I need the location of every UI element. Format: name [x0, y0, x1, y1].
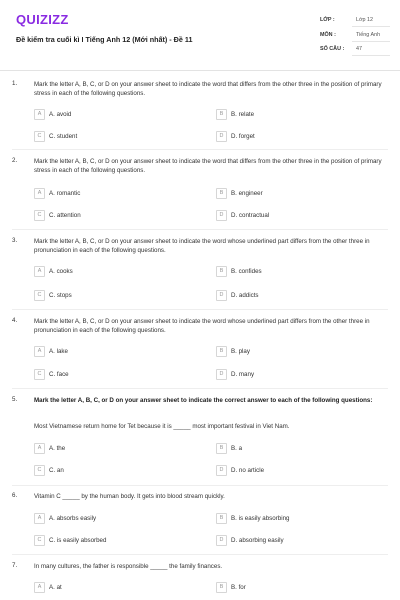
option-letter-box: B: [216, 188, 227, 199]
option-letter-box: B: [216, 513, 227, 524]
option-letter-box: A: [34, 443, 45, 454]
option-b[interactable]: [216, 346, 366, 358]
option-letter-box: A: [34, 582, 45, 593]
option-letter-box: C: [34, 131, 45, 142]
option-text: D. many: [231, 370, 255, 378]
meta-label: LỚP :: [320, 17, 335, 23]
option-letter-box: B: [216, 443, 227, 454]
option-text: C. is easily absorbed: [49, 536, 107, 544]
option-letter-box: D: [216, 535, 227, 546]
option-a[interactable]: [34, 188, 184, 200]
option-letter-box: C: [34, 369, 45, 380]
divider: [352, 26, 390, 27]
divider: [12, 388, 388, 389]
option-b[interactable]: [216, 188, 366, 200]
option-c[interactable]: [34, 131, 184, 143]
option-a[interactable]: [34, 513, 184, 525]
worksheet-header: [0, 0, 400, 71]
option-letter-box: D: [216, 290, 227, 301]
option-letter-box: D: [216, 131, 227, 142]
question-stem: Most Vietnamese return home for Tet because it is _____ most important festival in Viet Nam.: [34, 423, 290, 430]
option-text: A. avoid: [49, 110, 72, 118]
question-text: Mark the letter A, B, C, or D on your answer sheet to indicate the word that differs from the other three in the position of primary stress in each of the following questions.: [34, 81, 382, 97]
option-letter-box: C: [34, 210, 45, 221]
option-b[interactable]: [216, 443, 366, 455]
divider: [12, 554, 388, 555]
option-letter-box: D: [216, 210, 227, 221]
option-text: A. cooks: [49, 267, 73, 275]
option-c[interactable]: [34, 465, 184, 477]
option-letter-box: A: [34, 346, 45, 357]
option-d[interactable]: [216, 465, 366, 477]
option-text: B. confides: [231, 267, 262, 275]
page-title: Đề kiểm tra cuối kì I Tiếng Anh 12 (Mới nhất) - Đề 11: [16, 35, 193, 44]
option-text: B. relate: [231, 110, 255, 118]
option-text: B. play: [231, 347, 250, 355]
option-c[interactable]: [34, 535, 184, 547]
question-number: 3.: [12, 237, 18, 244]
option-text: B. a: [231, 444, 243, 452]
option-text: D. forget: [231, 132, 255, 140]
question-text: Mark the letter A, B, C, or D on your answer sheet to indicate the word whose underlined part differs from the other three in pronunciation in each of the following questions.: [34, 238, 370, 254]
question-number: 1.: [12, 80, 18, 87]
divider: [352, 55, 390, 56]
divider: [12, 309, 388, 310]
meta-label: SỐ CÂU :: [320, 46, 345, 52]
question-text: Mark the letter A, B, C, or D on your answer sheet to indicate the word that differs from the other three in the position of primary stress in each of the following questions.: [34, 158, 382, 174]
option-text: C. face: [49, 370, 69, 378]
option-a[interactable]: [34, 266, 184, 278]
question-text: Mark the letter A, B, C, or D on your answer sheet to indicate the word whose underlined part differs from the other three in pronunciation in each of the following questions.: [34, 318, 370, 334]
question-number: 5.: [12, 396, 18, 403]
option-a[interactable]: [34, 346, 184, 358]
option-text: D. addicts: [231, 291, 259, 299]
option-letter-box: C: [34, 465, 45, 476]
option-letter-box: D: [216, 369, 227, 380]
question-text: Vitamin C _____ by the human body. It gets into blood stream quickly.: [34, 493, 225, 500]
question-number: 6.: [12, 492, 18, 499]
option-a[interactable]: [34, 109, 184, 121]
option-c[interactable]: [34, 210, 184, 222]
option-letter-box: B: [216, 582, 227, 593]
option-d[interactable]: [216, 210, 366, 222]
option-text: B. is easily absorbing: [231, 514, 290, 522]
option-b[interactable]: [216, 266, 366, 278]
option-b[interactable]: [216, 109, 366, 121]
option-letter-box: A: [34, 513, 45, 524]
option-b[interactable]: [216, 513, 366, 525]
option-c[interactable]: [34, 290, 184, 302]
option-text: D. absorbing easily: [231, 536, 284, 544]
question-text: In many cultures, the father is responsible _____ the family finances.: [34, 563, 223, 570]
divider: [12, 485, 388, 486]
option-text: A. at: [49, 583, 62, 591]
meta-class: [320, 14, 390, 27]
meta-question-count: [320, 43, 390, 56]
meta-value: Lớp 12: [356, 17, 374, 23]
option-d[interactable]: [216, 369, 366, 381]
option-text: B. for: [231, 583, 246, 591]
divider: [352, 41, 390, 42]
option-letter-box: D: [216, 465, 227, 476]
option-letter-box: A: [34, 109, 45, 120]
option-text: A. the: [49, 444, 66, 452]
option-letter-box: B: [216, 266, 227, 277]
option-a[interactable]: [34, 443, 184, 455]
option-text: C. student: [49, 132, 78, 140]
quizizz-logo[interactable]: QUIZIZZ: [16, 12, 69, 27]
option-text: D. no article: [231, 466, 265, 474]
option-b[interactable]: [216, 582, 366, 594]
option-letter-box: C: [34, 535, 45, 546]
option-text: B. engineer: [231, 189, 263, 197]
divider: [12, 229, 388, 230]
option-text: A. absorbs easily: [49, 514, 97, 522]
meta-subject: [320, 29, 390, 42]
option-text: C. an: [49, 466, 64, 474]
option-d[interactable]: [216, 290, 366, 302]
divider: [12, 149, 388, 150]
meta-value: Tiếng Anh: [356, 32, 381, 38]
option-text: A. romantic: [49, 189, 81, 197]
option-letter-box: A: [34, 188, 45, 199]
option-letter-box: A: [34, 266, 45, 277]
question-text: Mark the letter A, B, C, or D on your answer sheet to indicate the correct answer to each of the following questions:: [34, 397, 373, 404]
option-c[interactable]: [34, 369, 184, 381]
option-text: A. lake: [49, 347, 68, 355]
option-letter-box: B: [216, 346, 227, 357]
option-text: C. attention: [49, 211, 81, 219]
option-letter-box: B: [216, 109, 227, 120]
question-number: 7.: [12, 562, 18, 569]
question-number: 4.: [12, 317, 18, 324]
option-d[interactable]: [216, 131, 366, 143]
option-text: C. stops: [49, 291, 72, 299]
meta-value: 47: [356, 46, 362, 52]
option-letter-box: C: [34, 290, 45, 301]
meta-label: MÔN :: [320, 32, 336, 38]
question-number: 2.: [12, 157, 18, 164]
option-d[interactable]: [216, 535, 366, 547]
option-text: D. contractual: [231, 211, 270, 219]
option-a[interactable]: [34, 582, 184, 594]
